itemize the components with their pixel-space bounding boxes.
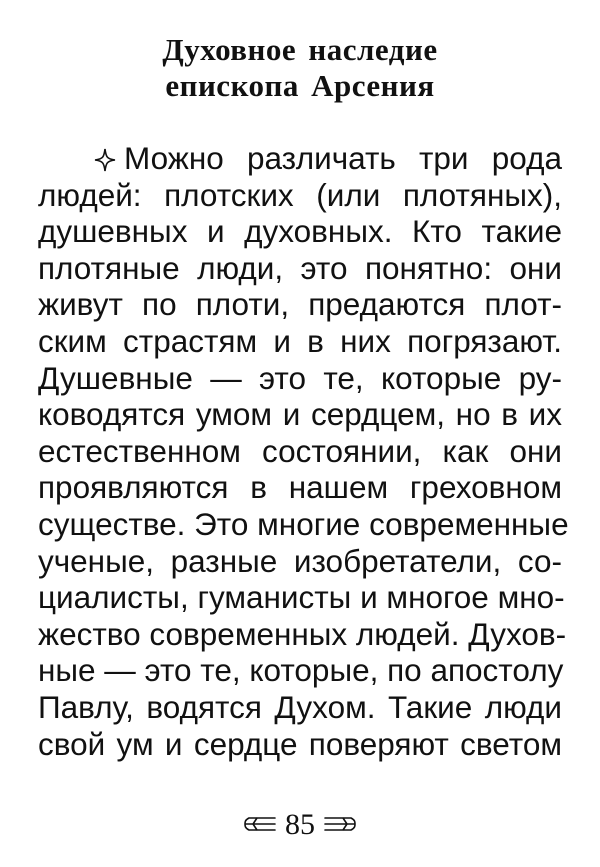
text-line: естественном состоянии, как они (38, 432, 562, 469)
header-title-line-1: Духовное наследие (162, 32, 438, 67)
text-line (38, 140, 562, 177)
ornament-right-icon (323, 808, 359, 842)
text-line: Павлу, водятся Духом. Такие люди (38, 688, 562, 725)
text-line: ководятся умом и сердцем, но в их (38, 396, 562, 433)
running-header (0, 32, 600, 104)
text-line: ные — это те, которые, по апостолу (38, 652, 564, 689)
text-line: проявляются в нашем греховном (38, 469, 562, 506)
text-line: существе. Это многие современные (38, 505, 569, 542)
body-text (38, 140, 569, 762)
text-line-content: Можно различать три рода (124, 140, 562, 176)
text-line: плотяные люди, это понятно: они (38, 249, 562, 286)
text-line: Душевные — это те, которые ру- (38, 359, 562, 396)
text-line: душевных и духовных. Кто такие (38, 213, 562, 250)
text-line: людей: плотских (или плотяных), (38, 176, 562, 213)
text-line: ученые, разные изобретатели, со- (38, 542, 562, 579)
ornament-left-icon (241, 808, 277, 842)
text-line: ским страстям и в них погрязают. (38, 322, 562, 359)
page-footer (0, 806, 600, 842)
text-line: живут по плоти, предаются плот- (38, 286, 562, 323)
text-line: циалисты, гуманисты и многое мно- (38, 579, 565, 616)
page-number: 85 (285, 808, 315, 842)
header-title-line-2: епископа Арсения (165, 68, 435, 103)
four-point-star-icon (94, 140, 124, 177)
text-line: жество современных людей. Духов- (38, 615, 567, 652)
text-line: свой ум и сердце поверяют светом (38, 725, 562, 762)
